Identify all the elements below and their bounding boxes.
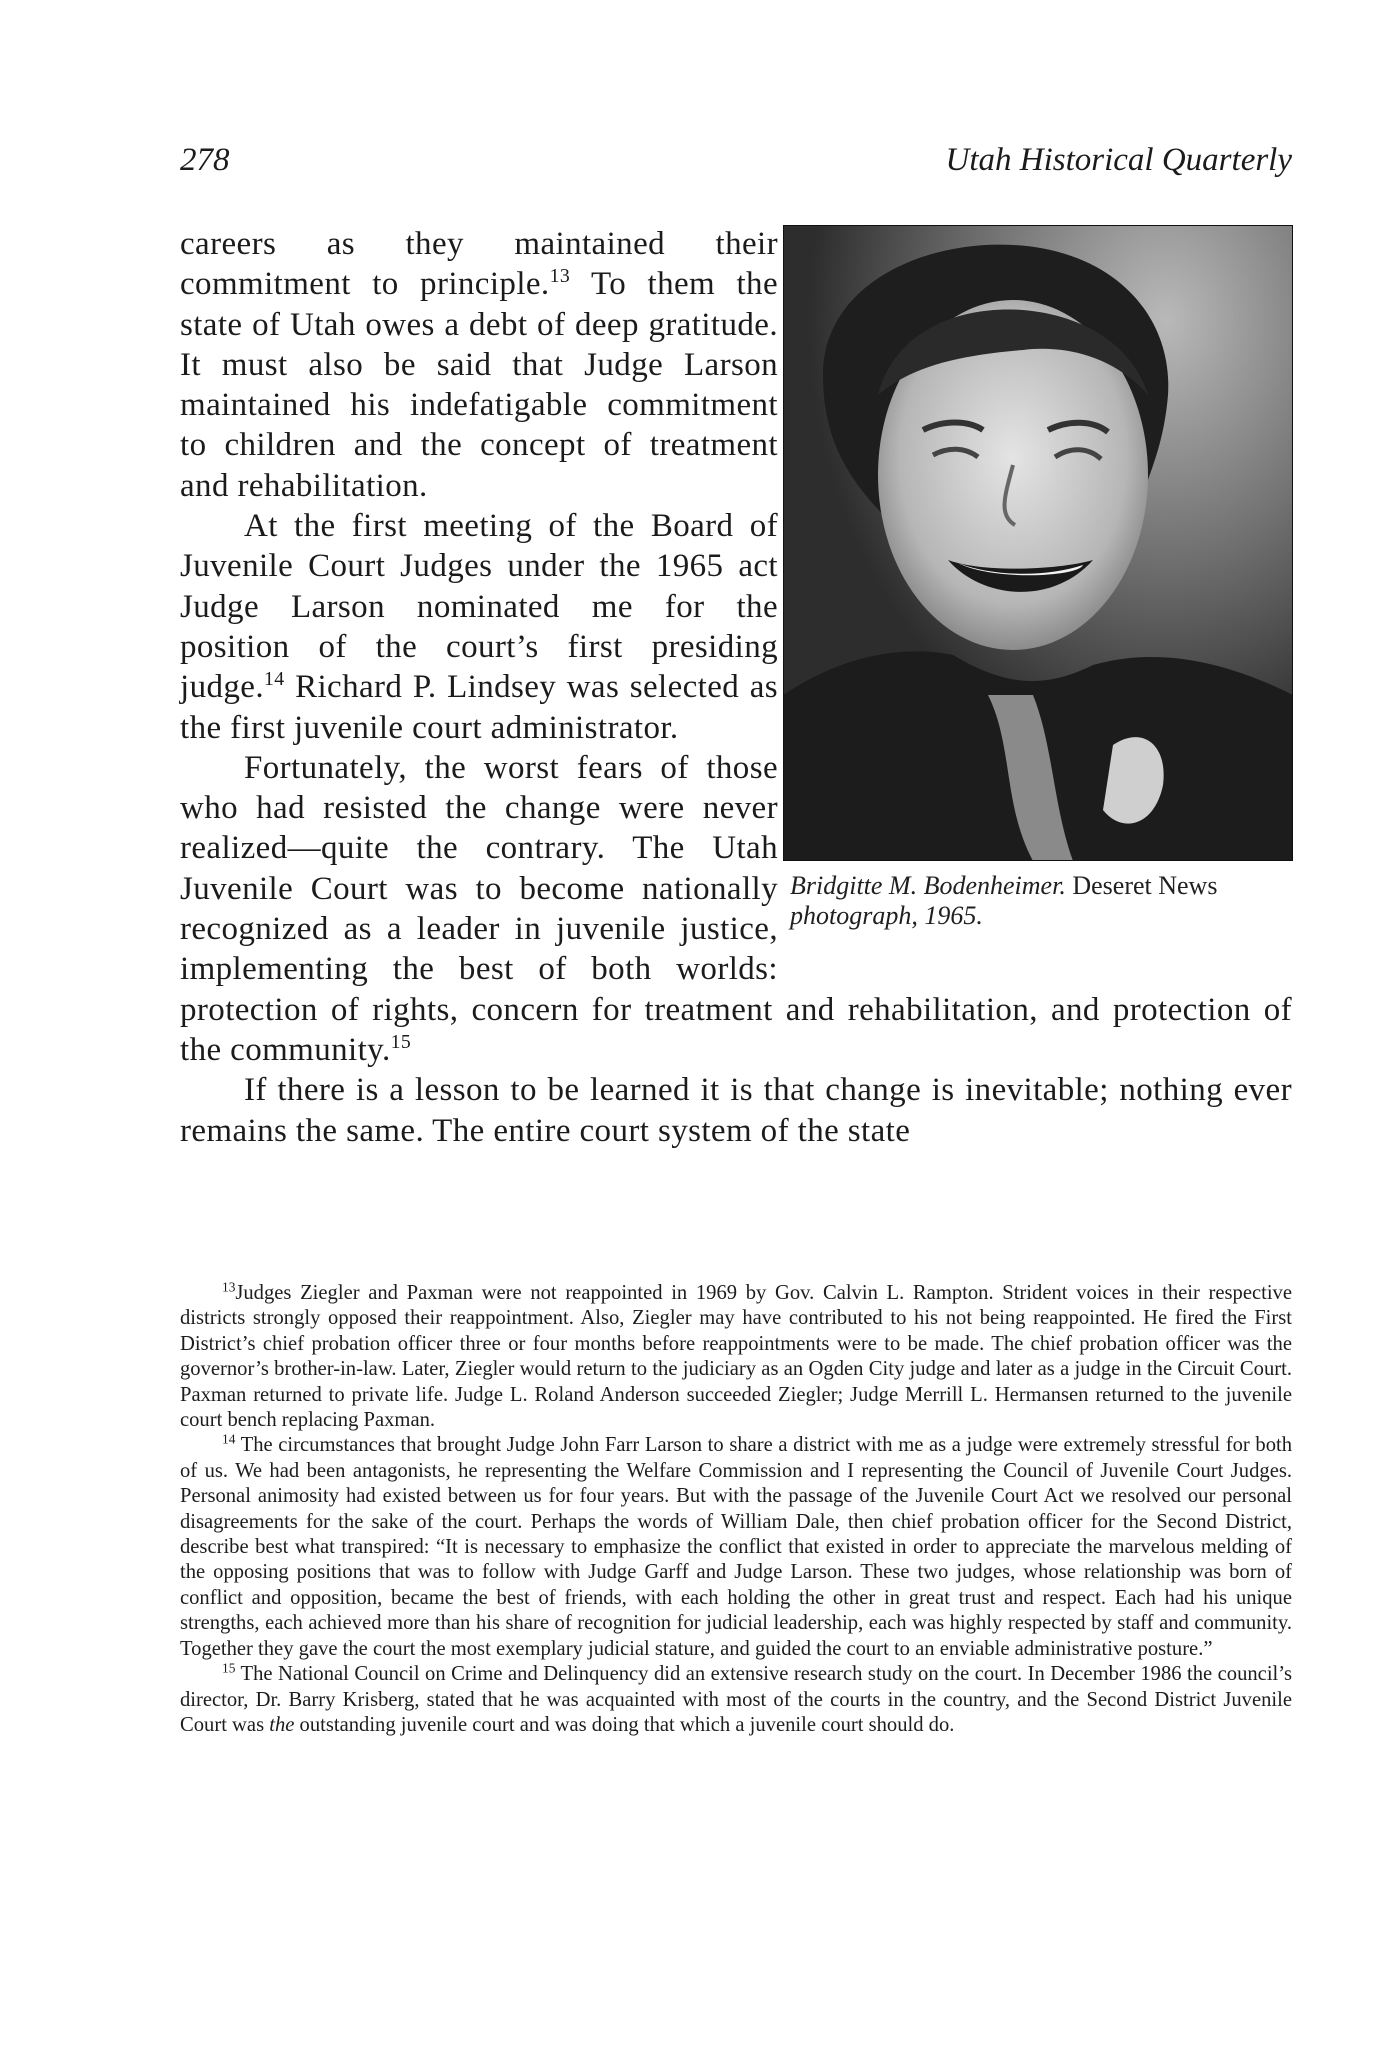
footnote-14: $^{14}$ The circumstances that brought Judge John Farr Larson to share a district with me as a judge were extremely stressful for both of us. We had been antagonists, he representing the Welfare Commission and I representing the Council of Juvenile Court Judges. Personal animosity had existed between us for four years. But with the passage of the Juvenile Court Act we resolved our personal disagreements for the sake of the court. Perhaps the words of William Dale, then chief probation officer for the Second District, describe best what transpired: “It is necessary to emphasize the conflict that existed in order to appreciate the marvelous melding of the opposing positions that was to follow with Judge Garff and Judge Larson. These two judges, whose relationship was born of conflict and opposition, became the best of friends, with each holding the other in great trust and respect. Each had his unique strengths, each achieved more than his share of recognition for judicial leadership, each was highly respected by staff and community. Together they gave the court the most exemplary judicial stature, and guided the court to an enviable administrative posture.” [180, 1432, 1293, 1660]
body-paragraph-3: Fortunately, the worst fears of those who had resisted the change were never realized—quite the contrary. The Utah Juvenile Court was to become nationally recognized as a leader in juvenile justice, implementing the best of both worlds: protection of rights, concern for treatment and rehabilitation, and protection of the community.$^{15}$ [180, 749, 1292, 1068]
page-number: 278 [180, 142, 230, 178]
footnote-ref-13: 13 [549, 265, 571, 288]
figure-float-spacer [802, 224, 1292, 974]
caption-rest: photograph, 1965. [790, 901, 983, 930]
footnote-ref-15: 15 [390, 1031, 412, 1054]
footnotes [180, 1281, 1292, 1738]
journal-title: Utah Historical Quarterly [945, 142, 1292, 178]
body-text [180, 224, 1292, 1151]
body-paragraph-4: If there is a lesson to be learned it is that change is inevitable; nothing ever remains the same. The entire court system of the state [180, 1072, 1292, 1149]
body-paragraph-1: careers as they maintained their commitment to principle.$^{13}$ To them the state of Utah owes a debt of deep gratitude. It must also be said that Judge Larson maintained his indefatigable commitment to children and the concept of treatment and rehabilitation. [180, 226, 778, 504]
footnote-13: $^{13}$Judges Ziegler and Paxman were not reappointed in 1969 by Gov. Calvin L. Rampton. Strident voices in their respective districts strongly opposed their reappointment. Also, Ziegler may have contributed to his not being reappointed. He fired the First District’s chief probation officer three or four months before reappointments were to be made. The chief probation officer was the governor’s brother-in-law. Later, Ziegler would return to the judiciary as an Ogden City judge and later as a judge in the Circuit Court. Paxman returned to private life. Judge L. Roland Anderson succeeded Ziegler; Judge Merrill L. Hermansen returned to the juvenile court bench replacing Paxman. [180, 1279, 1292, 1432]
caption-name: Bridgitte M. Bodenheimer. [790, 871, 1066, 900]
caption-source: Deseret News [1072, 871, 1218, 900]
running-header [180, 142, 1292, 192]
body-paragraph-2: At the first meeting of the Board of Juvenile Court Judges under the 1965 act Judge Larson nominated me for the position of the court’s first presiding judge.$^{14}$ Richard P. Lindsey was selected as the first juvenile court administrator. [180, 508, 778, 746]
footnote-ref-14: 14 [263, 668, 285, 691]
footnote-15: $^{15}$ The National Council on Crime and Delinquency did an extensive research study on the court. In December 1986 the council’s director, Dr. Barry Krisberg, stated that he was acquainted with most of the courts in the country, and the Second District Juvenile Court was the outstanding juvenile court and was doing that which a juvenile court should do. [180, 1660, 1292, 1736]
